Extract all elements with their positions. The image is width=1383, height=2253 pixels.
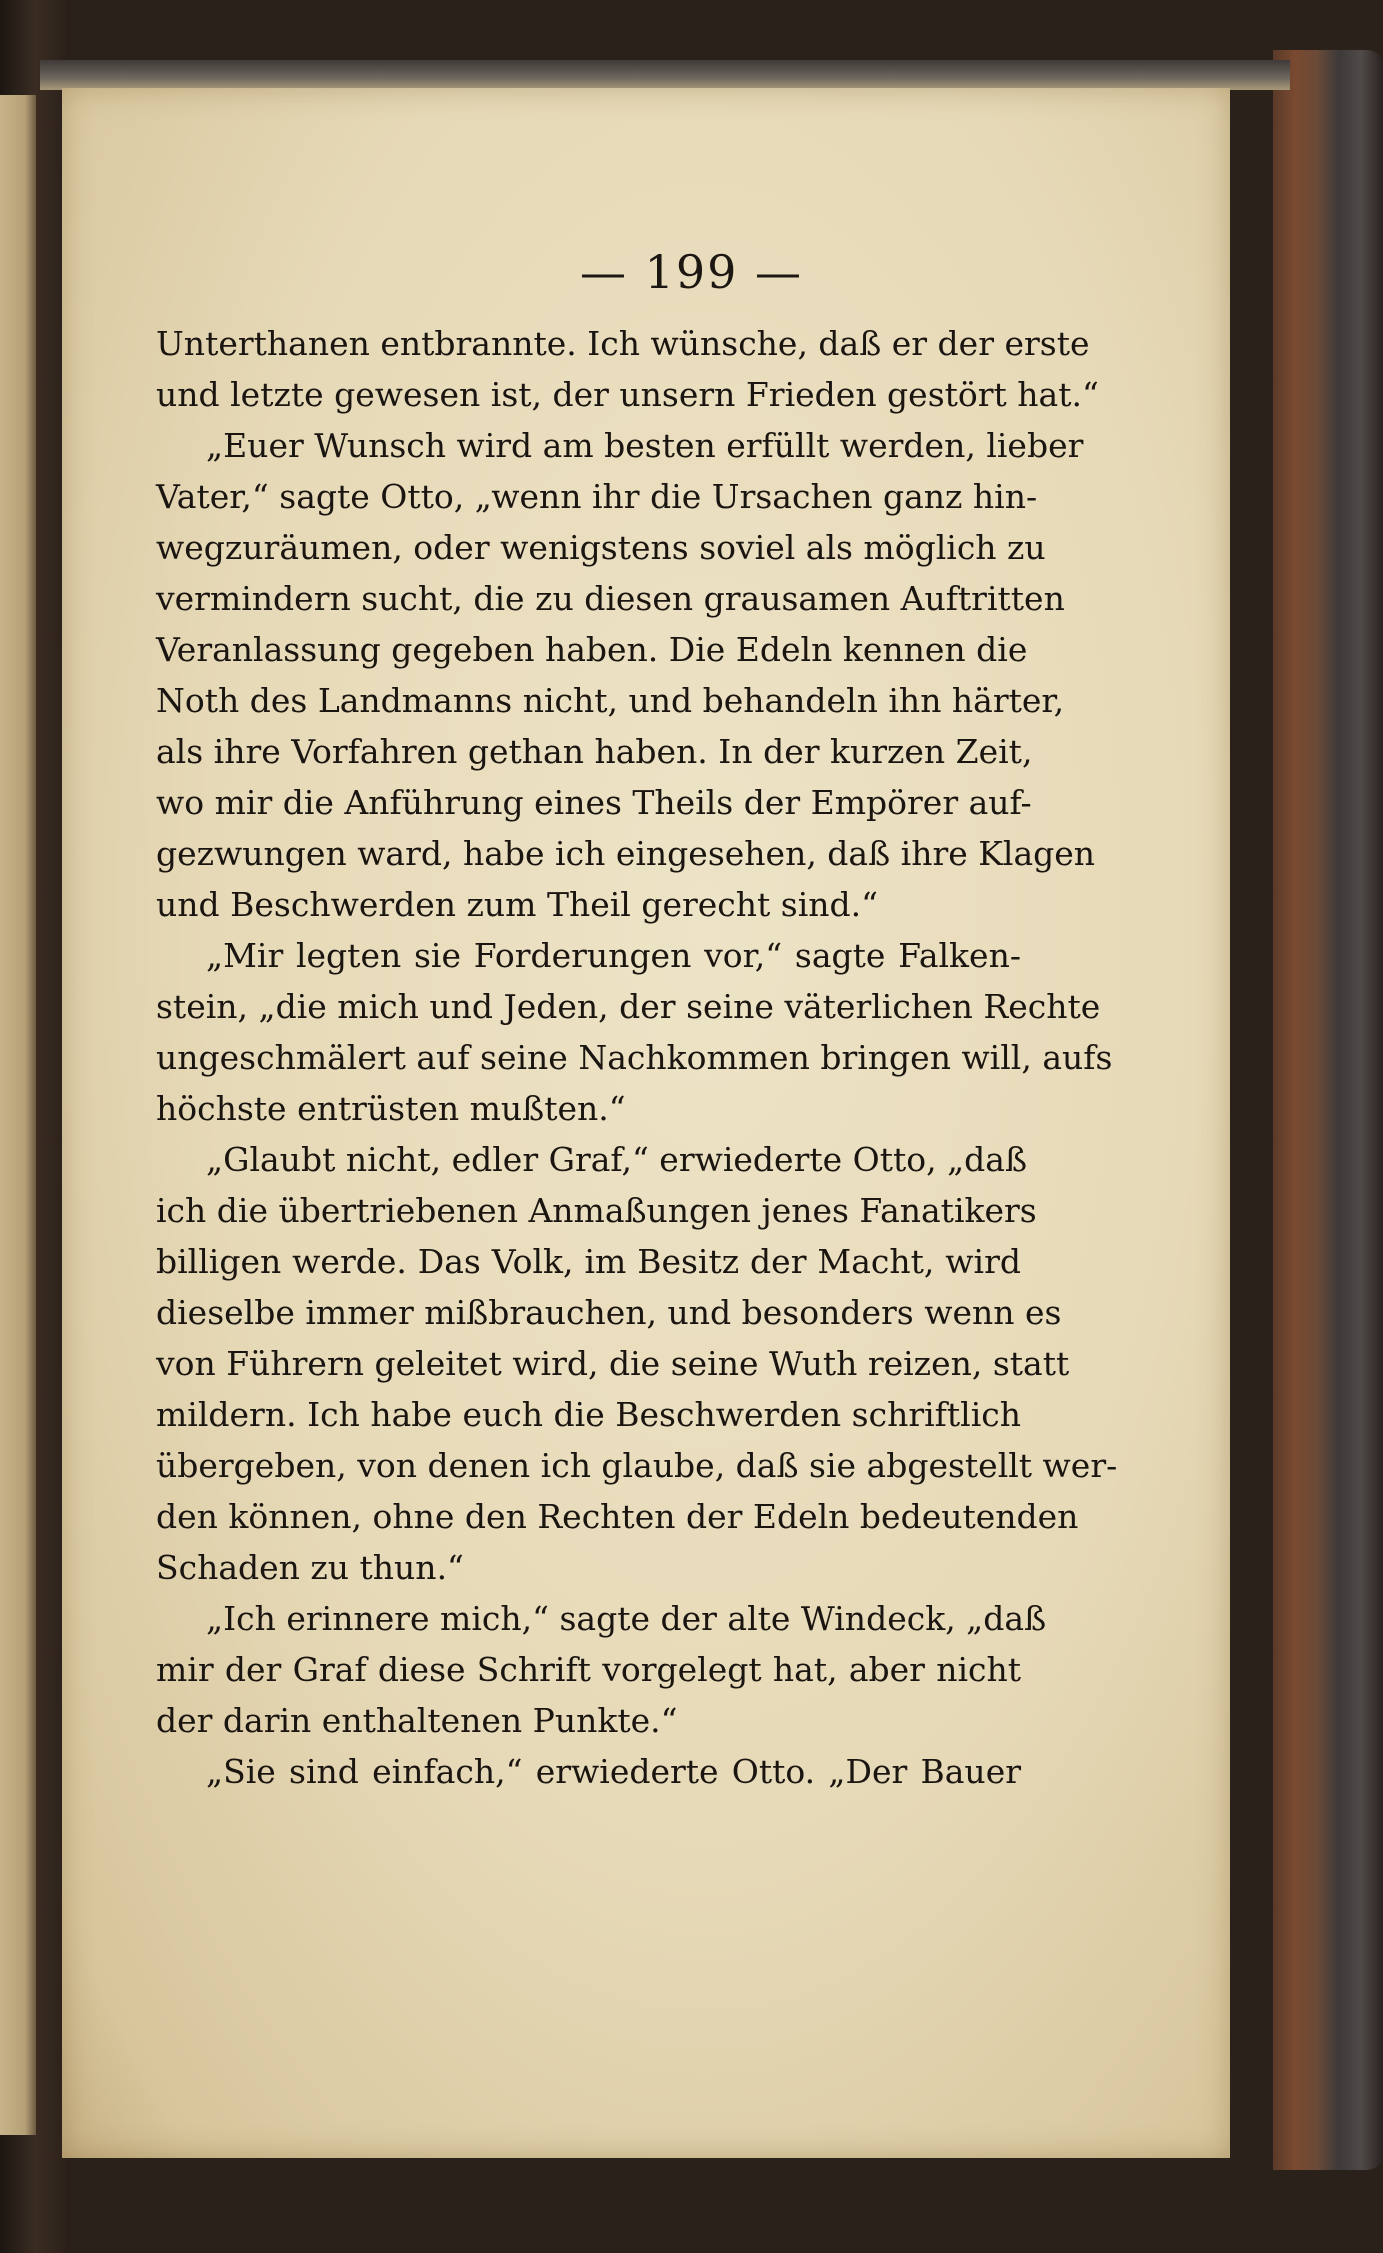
book-cover-top — [40, 60, 1290, 90]
text-line: wo mir die Anführung eines Theils der Empörer auf- — [156, 783, 1032, 822]
text-line: mir der Graf diese Schrift vorgelegt hat, aber nicht — [156, 1650, 1021, 1689]
text-line: vermindern sucht, die zu diesen grausamen Auftritten — [156, 579, 1065, 618]
page-text — [156, 318, 1118, 1797]
text-line: gezwungen ward, habe ich eingesehen, daß ihre Klagen — [156, 834, 1096, 873]
text-line: der darin enthaltenen Punkte.“ — [156, 1701, 678, 1740]
text-line: mildern. Ich habe euch die Beschwerden schriftlich — [156, 1395, 1021, 1434]
text-line: Veranlassung gegeben haben. Die Edeln kennen die — [156, 630, 1028, 669]
text-line: ich die übertriebenen Anmaßungen jenes Fanatikers — [156, 1191, 1037, 1230]
previous-page-edge — [0, 95, 36, 2135]
text-line: billigen werde. Das Volk, im Besitz der Macht, wird — [156, 1242, 1021, 1281]
text-line: als ihre Vorfahren gethan haben. In der kurzen Zeit, — [156, 732, 1033, 771]
text-line: Noth des Landmanns nicht, und behandeln ihn härter, — [156, 681, 1065, 720]
paragraph-first-line: „Glaubt nicht, edler Graf,“ erwiederte Otto, „daß — [206, 1140, 1028, 1179]
text-line: Vater,“ sagte Otto, „wenn ihr die Ursachen ganz hin- — [156, 477, 1038, 516]
text-line: wegzuräumen, oder wenigstens soviel als möglich zu — [156, 528, 1046, 567]
book-cover-right — [1273, 50, 1383, 2170]
text-line: dieselbe immer mißbrauchen, und besonders wenn es — [156, 1293, 1062, 1332]
text-line: Schaden zu thun.“ — [156, 1548, 464, 1587]
paragraph-first-line: „Euer Wunsch wird am besten erfüllt werden, lieber — [206, 426, 1084, 465]
text-line: und Beschwerden zum Theil gerecht sind.“ — [156, 885, 879, 924]
text-line: stein, „die mich und Jeden, der seine väterlichen Rechte — [156, 987, 1101, 1026]
paragraph-first-line: „Sie sind einfach,“ erwiederte Otto. „Der Bauer — [206, 1752, 1021, 1791]
text-line: übergeben, von denen ich glaube, daß sie abgestellt wer- — [156, 1446, 1118, 1485]
text-line: ungeschmälert auf seine Nachkommen bringen will, aufs — [156, 1038, 1113, 1077]
text-line: Unterthanen entbrannte. Ich wünsche, daß er der erste — [156, 324, 1090, 363]
text-line: den können, ohne den Rechten der Edeln bedeutenden — [156, 1497, 1079, 1536]
paragraph-first-line: „Ich erinnere mich,“ sagte der alte Windeck, „daß — [206, 1599, 1047, 1638]
paragraph-first-line: „Mir legten sie Forderungen vor,“ sagte Falken- — [206, 936, 1021, 975]
text-line: und letzte gewesen ist, der unsern Frieden gestört hat.“ — [156, 375, 1099, 414]
page-number: — 199 — — [579, 245, 804, 299]
text-line: höchste entrüsten mußten.“ — [156, 1089, 626, 1128]
text-line: von Führern geleitet wird, die seine Wuth reizen, statt — [156, 1344, 1070, 1383]
